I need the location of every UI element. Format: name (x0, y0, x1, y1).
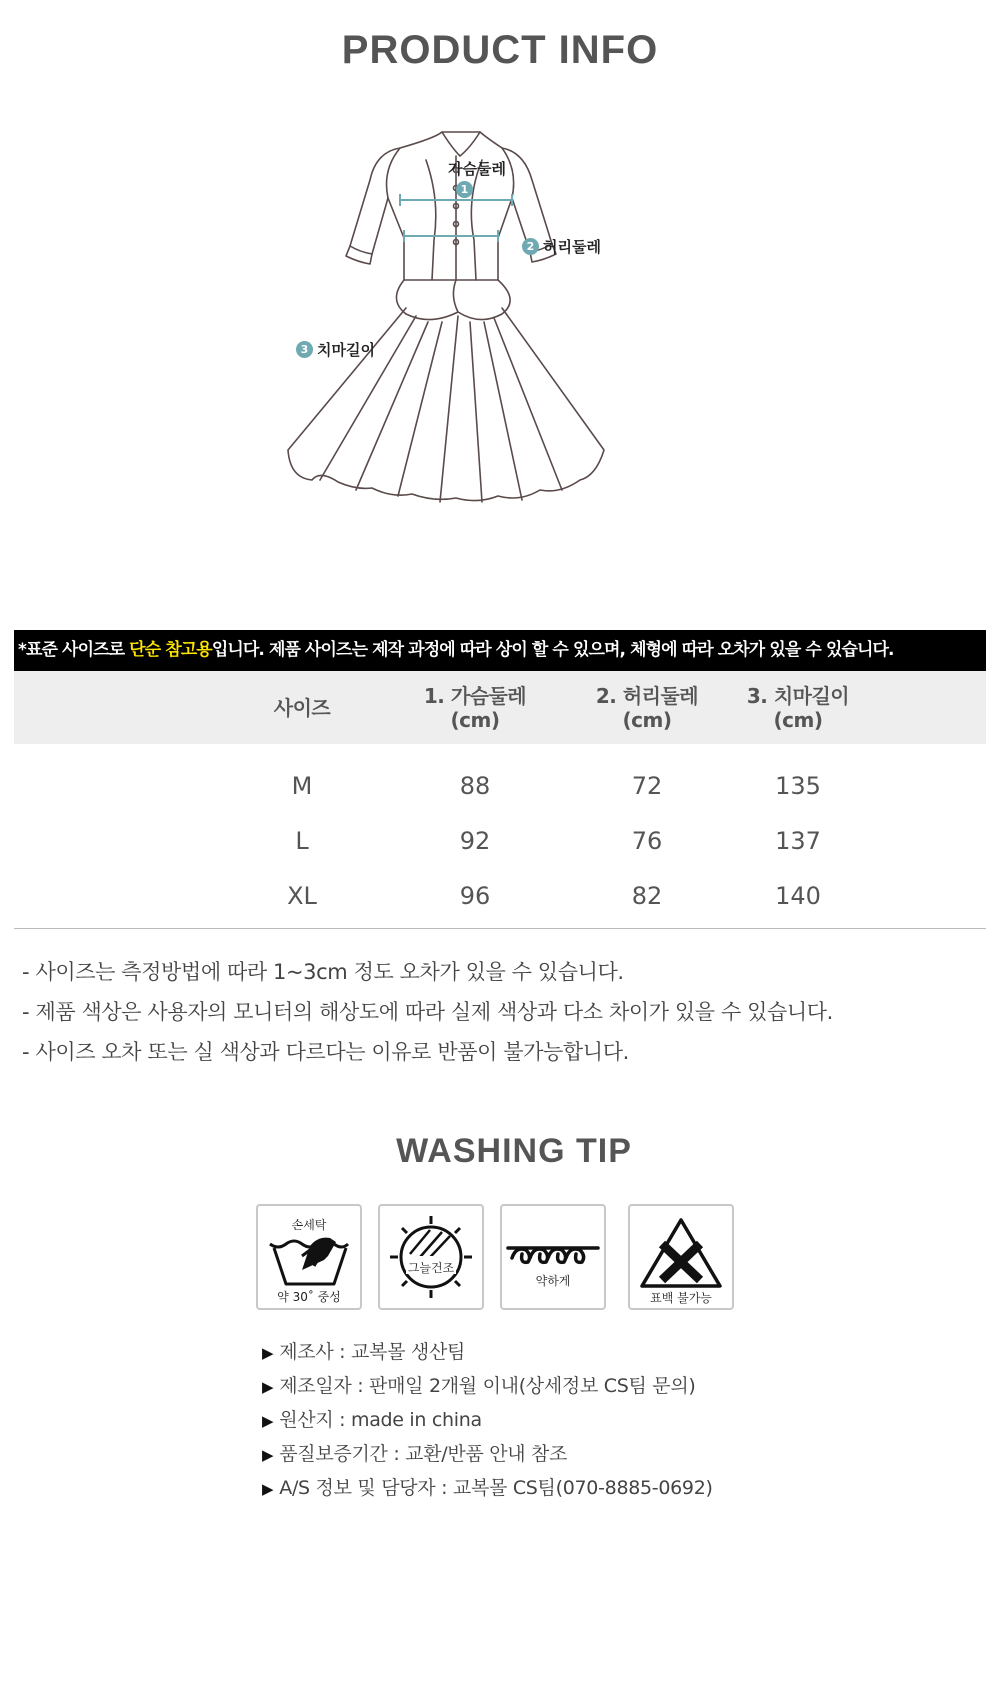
gentle-wash-icon (502, 1206, 604, 1308)
cell-chest: 96 (459, 881, 491, 910)
cell-size: XL (287, 881, 317, 910)
cell-chest: 88 (459, 771, 491, 800)
care-shade-dry (378, 1204, 484, 1310)
gentle-wash-label: 약하게 (535, 1274, 571, 1288)
care-gentle-wash (500, 1204, 606, 1310)
size-notes (22, 952, 833, 1072)
cell-chest: 92 (459, 826, 491, 855)
note-item: - 사이즈는 측정방법에 따라 1~3cm 정도 오차가 있을 수 있습니다. (22, 960, 624, 984)
notice-highlight: 단순 참고용 (129, 640, 212, 660)
shade-dry-icon (380, 1206, 482, 1308)
table-divider (14, 928, 986, 929)
header-size: 사이즈 (273, 695, 331, 720)
list-item: ▶ 원산지 : made in china (262, 1409, 482, 1431)
washing-tip-title: WASHING TIP (396, 1132, 632, 1170)
size-table (14, 671, 986, 933)
header-skirt-length: 3. 치마길이 (cm) (746, 683, 850, 732)
cell-size: L (295, 826, 309, 855)
label-waist (522, 236, 601, 257)
note-item: - 제품 색상은 사용자의 모니터의 해상도에 따라 실제 색상과 다소 차이가 있을 수 있습니다. (22, 1000, 833, 1024)
care-no-bleach (628, 1204, 734, 1310)
hand-wash-top-label: 손세탁 (291, 1218, 327, 1232)
list-item: ▶ 품질보증기간 : 교환/반품 안내 참조 (262, 1443, 568, 1465)
list-item: ▶ A/S 정보 및 담당자 : 교복몰 CS팀(070-8885-0692) (262, 1477, 713, 1499)
list-item: ▶ 제조사 : 교복몰 생산팀 (262, 1341, 466, 1363)
cell-skirt-length: 137 (775, 826, 821, 855)
no-bleach-label: 표백 불가능 (650, 1291, 712, 1305)
label-chest-text: 가슴둘레 (448, 160, 506, 178)
product-info-title: PRODUCT INFO (341, 28, 659, 72)
size-notice-bar (14, 630, 986, 671)
cell-waist: 82 (631, 881, 663, 910)
table-header-row (14, 671, 986, 744)
arrow-right-icon: ▶ (262, 1412, 274, 1430)
label-waist-text: 허리둘레 (543, 238, 601, 256)
arrow-right-icon: ▶ (262, 1344, 274, 1362)
cell-waist: 76 (631, 826, 663, 855)
hand-wash-bottom-label: 약 30˚ 중성 (277, 1290, 341, 1304)
table-row (14, 868, 986, 933)
label-skirt-length (296, 339, 375, 360)
care-icons (256, 1204, 746, 1310)
marker-3-icon: 3 (296, 341, 313, 358)
arrow-right-icon: ▶ (262, 1378, 274, 1396)
care-hand-wash (256, 1204, 362, 1310)
notice-prefix: *표준 사이즈로 (18, 640, 130, 660)
arrow-right-icon: ▶ (262, 1480, 274, 1498)
notice-suffix: 입니다. 제품 사이즈는 제작 과정에 따라 상이 할 수 있으며, 체형에 따라 오차가 있을 수 있습니다. (211, 640, 894, 660)
label-chest (448, 158, 506, 198)
list-item: ▶ 제조일자 : 판매일 2개월 이내(상세정보 CS팀 문의) (262, 1375, 696, 1397)
shade-dry-label: 그늘건조 (407, 1261, 455, 1275)
cell-size: M (291, 771, 313, 800)
cell-skirt-length: 135 (775, 771, 821, 800)
table-row (14, 813, 986, 868)
table-row (14, 744, 986, 813)
dress-diagram (280, 130, 680, 550)
marker-1-icon: 1 (456, 181, 473, 198)
cell-waist: 72 (631, 771, 663, 800)
note-item: - 사이즈 오차 또는 실 색상과 다르다는 이유로 반품이 불가능합니다. (22, 1040, 629, 1064)
product-details-list (262, 1335, 713, 1505)
header-chest: 1. 가슴둘레 (cm) (423, 683, 527, 732)
cell-skirt-length: 140 (775, 881, 821, 910)
label-skirt-length-text: 치마길이 (317, 341, 375, 359)
arrow-right-icon: ▶ (262, 1446, 274, 1464)
marker-2-icon: 2 (522, 238, 539, 255)
header-waist: 2. 허리둘레 (cm) (595, 683, 699, 732)
